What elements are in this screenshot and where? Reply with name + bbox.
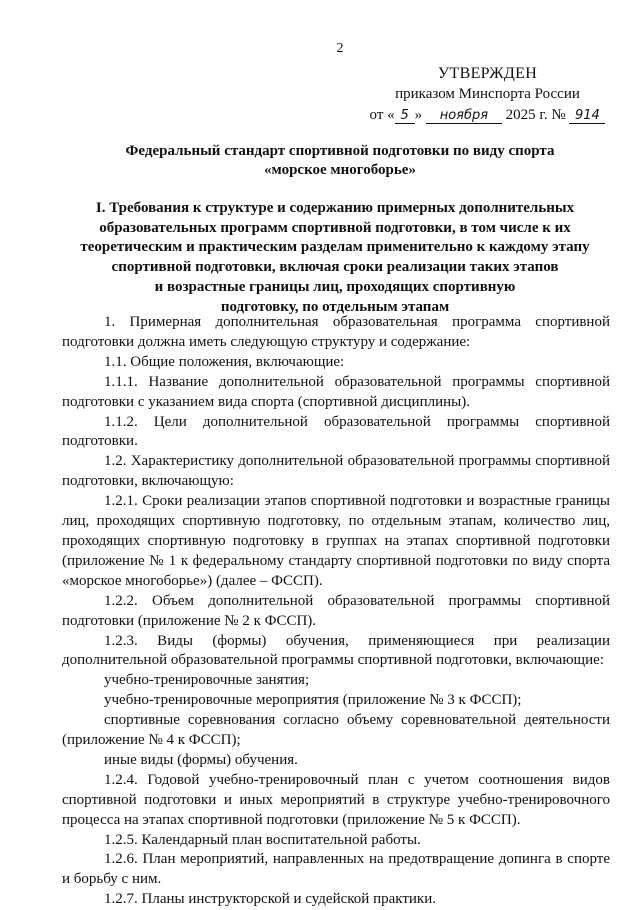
paragraph: 1.2.3. Виды (формы) обучения, применяющиеся при реализации дополнительной образовательной программы спортивной подготовки, включающие:	[62, 632, 610, 669]
handwritten-order-number: 914	[569, 109, 605, 124]
paragraph: 1.1.1. Название дополнительной образовательной программы спортивной подготовки с указанием вида спорта (спортивной дисциплины).	[62, 373, 610, 410]
heading-line: спортивной подготовки, включая сроки реализации таких этапов	[111, 259, 559, 276]
section-heading	[55, 199, 615, 317]
page-number: 2	[336, 41, 344, 56]
paragraph: 1.2.4. Годовой учебно-тренировочный план с учетом соотношения видов спортивной подготовки и иных мероприятий в структуре учебно-тренировочного процесса на этапах спортивной подготовки (приложение № 5 к ФССП).	[62, 771, 610, 828]
heading-line: и возрастные границы лиц, проходящих спортивную	[154, 278, 516, 295]
approval-stamp	[365, 63, 610, 126]
paragraph: 1.2.6. План мероприятий, направленных на предотвращение допинга в спорте и борьбу с ним.	[62, 851, 610, 888]
year-text: 2025 г. №	[505, 107, 566, 123]
date-prefix: от «	[369, 107, 395, 123]
list-item: иные виды (формы) обучения.	[104, 751, 298, 768]
heading-line: I. Требования к структуре и содержанию примерных дополнительных	[95, 200, 575, 216]
paragraph: 1.2.1. Сроки реализации этапов спортивной подготовки и возрастные границы лиц, проходящих спортивную подготовку, по отдельным этапам, количество лиц, проходящих спортивную подготовку в группах на этапах спортивной подготовки (приложение № 1 к федеральному стандарту спортивной подготовки по виду спорта «морское многоборье») (далее – ФССП).	[62, 493, 610, 589]
order-label: приказом Минспорта России	[395, 86, 580, 102]
paragraph: 1.1.2. Цели дополнительной образовательной программы спортивной подготовки.	[62, 413, 610, 450]
heading-line: образовательных программ спортивной подготовки, в том числе к их	[99, 219, 571, 236]
date-mid: »	[414, 107, 423, 123]
heading-line: подготовку, по отдельным этапам	[220, 298, 450, 315]
list-item: спортивные соревнования согласно объему соревновательной деятельности (приложение № 4 к ФССП);	[62, 712, 610, 749]
approved-label: УТВЕРЖДЕН	[437, 65, 538, 82]
paragraph: 1.2.2. Объем дополнительной образовательной программы спортивной подготовки (приложение № 2 к ФССП).	[62, 592, 610, 629]
paragraph: 1.2. Характеристику дополнительной образовательной программы спортивной подготовки, включающую:	[62, 453, 610, 490]
paragraph: 1.2.7. Планы инструкторской и судейской практики.	[104, 891, 436, 908]
handwritten-month: ноября	[426, 109, 502, 124]
paragraph: 1. Примерная дополнительная образовательная программа спортивной подготовки должна иметь следующую структуру и содержание:	[62, 314, 610, 350]
paragraph: 1.1. Общие положения, включающие:	[104, 353, 345, 370]
heading-line: теоретическим и практическим разделам применительно к каждому этапу	[80, 239, 590, 256]
list-item: учебно-тренировочные занятия;	[104, 672, 310, 689]
list-item: учебно-тренировочные мероприятия (приложение № 3 к ФССП);	[104, 692, 522, 709]
paragraph: 1.2.5. Календарный план воспитательной работы.	[104, 831, 421, 848]
handwritten-day: 5	[395, 109, 415, 124]
document-title	[30, 142, 640, 180]
document-body	[62, 313, 610, 910]
order-date-line	[365, 105, 610, 126]
title-line: «морское многоборье»	[264, 162, 416, 178]
title-line: Федеральный стандарт спортивной подготовки по виду спорта	[125, 143, 555, 159]
